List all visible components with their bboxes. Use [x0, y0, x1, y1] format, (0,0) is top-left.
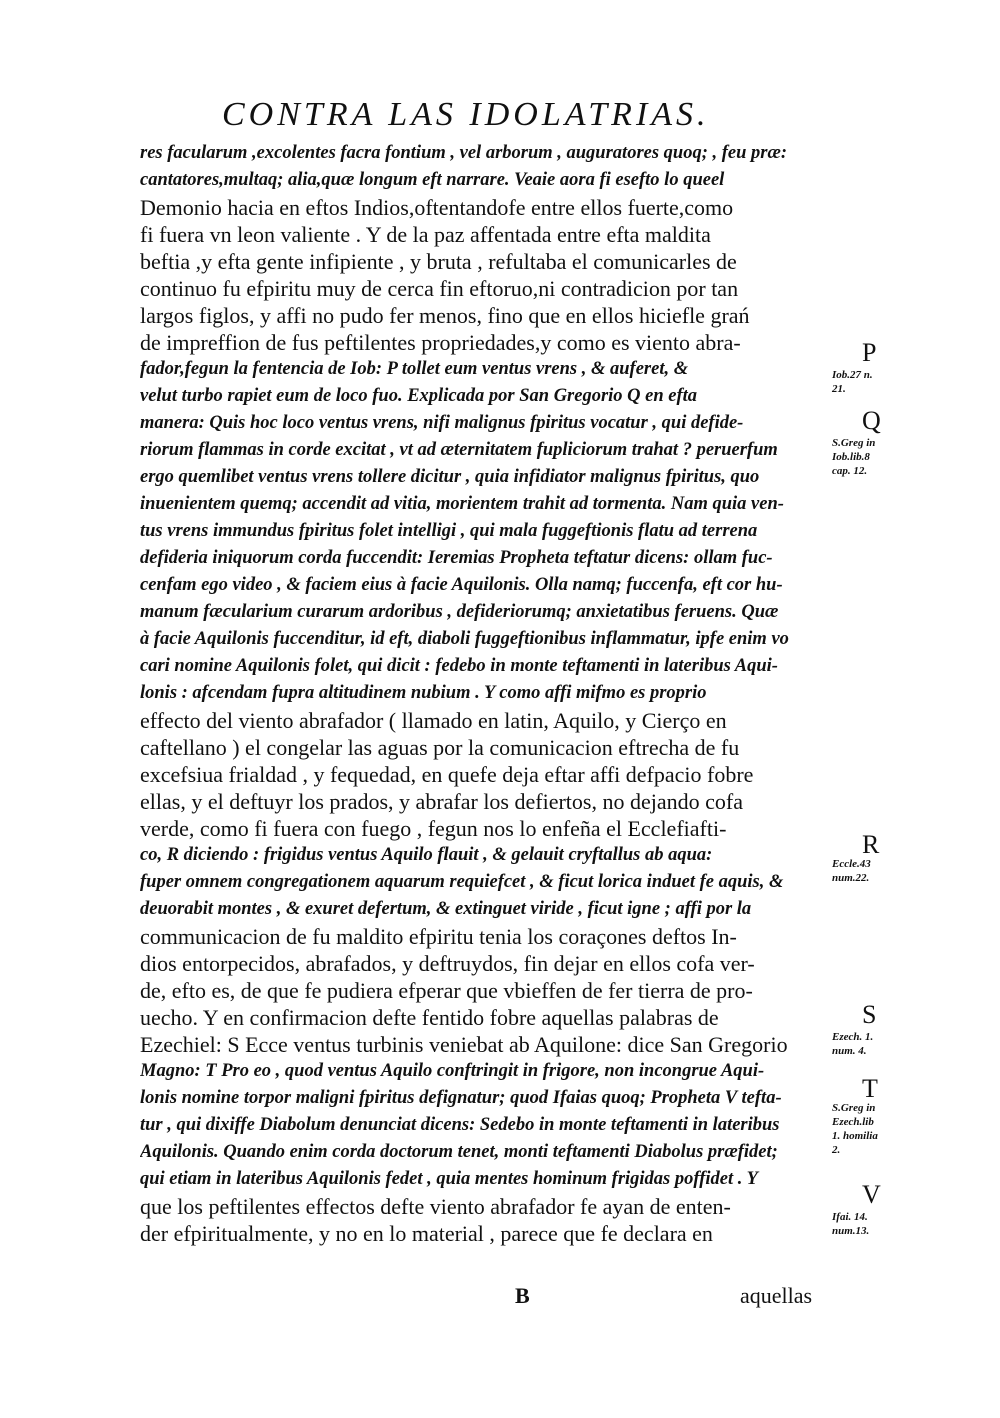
margin-citation: S.Greg in [832, 1102, 876, 1114]
text-line: qui etiam in lateribus Aquilonis fedet , quia mentes hominum frigidas poffidet . Y [140, 1169, 758, 1189]
margin-reference-letter: P [862, 338, 877, 367]
text-line: que los peftilentes effectos defte viento abrafador fe ayan de enten- [140, 1194, 731, 1219]
margin-citation: S.Greg in [832, 437, 876, 449]
text-line: dios entorpecidos, abrafados, y deftruydos, fin dejar en ellos cofa ver- [140, 951, 755, 976]
text-line: cantatores,multaq; alia,quæ longum eft narrare. Veaie aora fi esefto lo queel [140, 170, 725, 190]
text-line: uecho. Y en confirmacion defte fentido fobre aquellas palabras de [140, 1005, 719, 1030]
text-line: co, R diciendo : frigidus ventus Aquilo flauit , & gelauit cryftallus ab aqua: [140, 845, 713, 865]
margin-citation: num. 4. [832, 1045, 867, 1057]
text-line: largos figlos, y affi no pudo fer menos, fino que en ellos hiciefle grań [140, 303, 750, 328]
text-line: deuorabit montes , & exuret defertum, & extinguet viride , ficut igne ; affi por la [140, 899, 752, 919]
margin-citation: Iob.lib.8 [832, 451, 870, 463]
text-line: lonis nomine torpor maligni fpiritus defignatur; quod Ifaias quoq; Propheta V tefta- [140, 1088, 782, 1108]
text-line: caftellano ) el congelar las aguas por la comunicacion eftrecha de fu [140, 735, 740, 760]
signature-mark: B [515, 1283, 530, 1308]
text-line: cari nomine Aquilonis folet, qui dicit : fedebo in monte teftamenti in lateribus Aqui- [140, 656, 778, 676]
text-line: tur , qui dixiffe Diabolum denunciat dicens: Sedebo in monte teftamenti in lateribus [140, 1115, 780, 1135]
margin-citation: cap. 12. [832, 465, 868, 477]
margin-reference-letter: S [862, 1000, 877, 1029]
text-line: de impreffion de fus peftilentes propriedades,y como es viento abra- [140, 330, 741, 355]
text-line: riorum flammas in corde excitat , vt ad æternitatem fupliciorum trahat ? peruerfum [140, 440, 778, 460]
margin-citation: 21. [832, 383, 846, 395]
text-line: à facie Aquilonis fuccenditur, id eft, diaboli fuggeftionibus inflammatur, ipfe enim vo [140, 629, 789, 649]
text-line: tus vrens immundus fpiritus folet intelligi , qui mala fuggeftionis flatu ad terrena [140, 521, 758, 541]
text-line: continuo fu efpiritu muy de cerca fin eftoruo,ni contradicion por tan [140, 276, 739, 301]
margin-citation: 1. homilia [832, 1130, 878, 1142]
running-header: CONTRA LAS IDOLATRIAS. [222, 96, 710, 133]
text-line: Aquilonis. Quando enim corda doctorum tenet, monti teftamenti Diabolus præfidet; [140, 1142, 778, 1162]
text-line: verde, como fi fuera con fuego , fegun nos lo enfeña el Ecclefiafti- [140, 816, 727, 841]
margin-citation: Ezech. 1. [832, 1031, 874, 1043]
margin-citation: num.22. [832, 872, 870, 884]
margin-citation: 2. [832, 1144, 841, 1156]
margin-citation: Iob.27 n. [832, 369, 873, 381]
text-line: excefsiua frialdad , y fequedad, en quefe deja eftar affi defpacio fobre [140, 762, 754, 787]
text-line: Ezechiel: S Ecce ventus turbinis veniebat ab Aquilone: dice San Gregorio [140, 1032, 788, 1057]
text-line: communicacion de fu maldito efpiritu tenia los coraçones deftos In- [140, 924, 737, 949]
text-line: res facularum ,excolentes facra fontium , vel arborum , auguratores quoq; , feu præ: [140, 143, 788, 163]
margin-citation: Ifai. 14. [832, 1211, 868, 1223]
text-line: ellas, y el deftuyr los prados, y abrafar los defiertos, no dejando cofa [140, 789, 743, 814]
text-line: inuenientem quemq; accendit ad vitia, morientem trahit ad tormenta. Nam quia ven- [140, 494, 784, 514]
text-line: Magno: T Pro eo , quod ventus Aquilo conftringit in frigore, non incongrue Aqui- [140, 1061, 765, 1081]
text-line: manera: Quis hoc loco ventus vrens, nifi malignus fpiritus vocatur , qui defide- [140, 413, 744, 433]
text-line: de, efto es, de que fe pudiera efperar que vbieffen de fer tierra de pro- [140, 978, 753, 1003]
text-line: ergo quemlibet ventus vrens tollere dicitur , quia infidiator malignus fpiritus, quo [140, 467, 760, 487]
text-line: defideria iniquorum corda fuccendit: Ieremias Propheta teftatur dicens: ollam fuc- [140, 548, 773, 568]
margin-citation: Eccle.43 [832, 858, 871, 870]
margin-citation: num.13. [832, 1225, 870, 1237]
margin-reference-letter: T [862, 1074, 878, 1103]
text-line: velut turbo rapiet eum de loco fuo. Explicada por San Gregorio Q en efta [140, 386, 698, 406]
text-line: cenfam ego video , & faciem eius à facie Aquilonis. Olla namq; fuccenfa, eft cor hu- [140, 575, 783, 595]
text-line: fador,fegun la fentencia de Iob: P tollet eum ventus vrens , & auferet, & [140, 359, 689, 379]
text-line: Demonio hacia en eftos Indios,oftentandofe entre ellos fuerte,como [140, 195, 734, 220]
text-line: beftia ,y efta gente infipiente , y bruta , refultaba el comunicarles de [140, 249, 737, 274]
margin-citation: Ezech.lib [832, 1116, 874, 1128]
margin-reference-letter: R [862, 830, 880, 859]
body-text [140, 140, 840, 1247]
text-line: fuper omnem congregationem aquarum requiefcet , & ficut lorica induet fe aquis, & [140, 872, 784, 892]
text-line: der efpiritualmente, y no en lo material , parece que fe declara en [140, 1221, 713, 1246]
text-line: manum fæcularium curarum ardoribus , defideriorumq; anxietatibus feruens. Quæ [140, 602, 779, 622]
catchword: aquellas [740, 1283, 813, 1308]
margin-reference-letter: Q [862, 406, 881, 435]
margin-reference-letter: V [862, 1180, 881, 1209]
text-line: fi fuera vn leon valiente . Y de la paz affentada entre efta maldita [140, 222, 711, 247]
text-line: lonis : afcendam fupra altitudinem nubium . Y como affi mifmo es proprio [140, 683, 707, 703]
text-line: effecto del viento abrafador ( llamado en latin, Aquilo, y Cierço en [140, 708, 727, 733]
